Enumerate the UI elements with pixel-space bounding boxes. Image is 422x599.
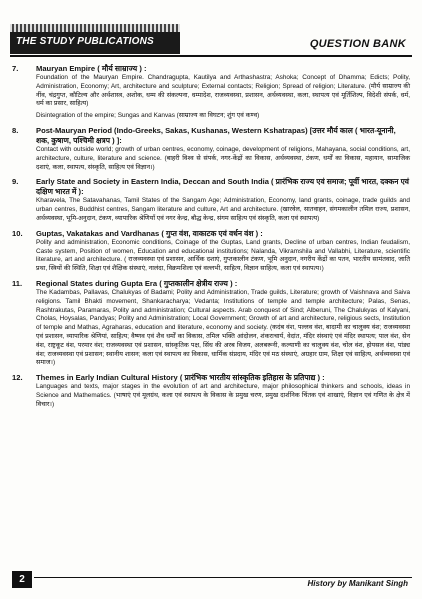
section-title: Post-Mauryan Period (Indo-Greeks, Sakas, Kushanas, Western Kshatrapas) [उत्तर मौर्य काल ( भारत-यूनानी, शक, कुषाण, पश्चिमी क्षत्रप ) ]: bbox=[36, 125, 396, 145]
section-title: Regional States during Gupta Era ( गुप्तकालीन क्षेत्रीय राज्य ) : bbox=[36, 278, 238, 288]
syllabus-section bbox=[12, 126, 410, 172]
section-number: 11. bbox=[12, 278, 23, 288]
footer-rule bbox=[34, 577, 412, 578]
section-paragraph: Foundation of the Mauryan Empire. Chandragupta, Kautilya and Arthashastra; Ashoka; Concept of Dhamma; Edicts; Polity, Administration, Economy; Art, architecture and sculpture; External contacts; Religion; Spread of religion; Literature. (मौर्य साम्राज्य की नींव, चंद्रगुप्त, कौटिल्य और अर्थशास्त्र, अशोक, धम्म की संकल्पना, धम्मादेश, राजव्यवस्था, प्रशासन, अर्थव्यवस्था, कला, स्थापत्य एवं मूर्तिशिल्प, विदेशी संपर्क, धर्म, धर्म का प्रसार, साहित्य) bbox=[36, 74, 410, 108]
banner-stripes bbox=[10, 24, 180, 32]
page-header bbox=[0, 0, 422, 64]
syllabus-section bbox=[12, 177, 410, 223]
page-number: 2 bbox=[12, 571, 32, 588]
section-paragraph: Polity and administration, Economic conditions, Coinage of the Guptas, Land grants, Decline of urban centres, Indian feudalism, Caste system, Position of women, Education and educational institutions; Nalanda, Vikramshila and Vallabhi, Literature, scientific literature, art and architecture. ( राजव्यवस्था एवं प्रशासन, आर्थिक दशाएं, गुप्तकालीन टंकण, भूमि अनुदान, नगरीय केंद्रों का पतन, भारतीय सामंतवाद, जाति प्रथा, स्त्रियों की स्थिति, शिक्षा एवं शैक्षिक संस्थाएं, नालंदा, विक्रमशिला एवं वल्लभी, साहित्य, विज्ञान साहित्य, कला एवं स्थापत्य।) bbox=[36, 238, 410, 273]
section-paragraph: Disintegration of the empire; Sungas and Kanvas (साम्राज्य का विघटन; शुंग एवं कण्व) bbox=[36, 112, 260, 120]
syllabus-section bbox=[12, 64, 410, 121]
syllabus-section bbox=[12, 229, 410, 274]
section-paragraph: Languages and texts, major stages in the evolution of art and architecture, major philosophical thinkers and schools, ideas in Science and Mathematics. (भाषाएं एवं मूलग्रंथ, कला एवं स्थापत्य के विकास के प्रमुख चरण, प्रमुख दार्शनिक चिंतक एवं शाखाएं, विज्ञान एवं गणित के क्षेत्र में विचार।) bbox=[36, 383, 410, 408]
syllabus-list bbox=[12, 64, 410, 415]
section-number: 12. bbox=[12, 373, 23, 383]
syllabus-section bbox=[12, 279, 410, 368]
section-number: 7. bbox=[12, 64, 19, 73]
section-title: Themes in Early Indian Cultural History ( प्रारंभिक भारतीय सांस्कृतिक इतिहास के प्रतिपाद्य ) : bbox=[36, 373, 325, 383]
section-title: Guptas, Vakatakas and Vardhanas ( गुप्त वंश, वाकाटक एवं वर्धन वंश ) : bbox=[36, 228, 263, 238]
section-number: 10. bbox=[12, 228, 23, 238]
section-number: 8. bbox=[12, 125, 19, 135]
section-number: 9. bbox=[12, 177, 19, 187]
section-heading: QUESTION BANK bbox=[309, 38, 406, 50]
syllabus-section bbox=[12, 373, 410, 409]
section-paragraph: Contact with outside world; growth of urban centres, economy, coinage, development of religions, Mahayana, social conditions, art, architecture, culture, literature and science. (बाहरी विश्व से संपर्क, नगर-केंद्रों का विकास, अर्थव्यवस्था, टंकण, धर्मों का विकास, महायान, सामाजिक दशाएं, कला, स्थापत्य, संस्कृति, साहित्य एवं विज्ञान।) bbox=[36, 145, 410, 171]
book-byline: History by Manikant Singh bbox=[307, 579, 408, 588]
page-footer bbox=[0, 568, 422, 599]
section-title: Mauryan Empire ( मौर्य साम्राज्य ) : bbox=[36, 64, 147, 73]
publisher-banner bbox=[10, 24, 180, 54]
header-rule bbox=[10, 55, 412, 57]
section-title: Early State and Society in Eastern India, Deccan and South India ( प्रारंभिक राज्य एवं समाज; पूर्वी भारत, दक्कन एवं दक्षिण भारत में ): bbox=[36, 177, 410, 197]
publisher-name: THE STUDY PUBLICATIONS bbox=[16, 36, 154, 47]
section-paragraph: Kharavela, The Satavahanas, Tamil States of the Sangam Age; Administration, Economy, land grants, coinage, trade guilds and urban centres, Buddhist centres, Sangam literature and culture, Art and architecture. (खारवेल, सातवाहन, संगमकालीन तमिल राज्य, प्रशासन, अर्थव्यवस्था, भूमि-अनुदान, टंकण, व्यापारिक श्रेणियाँ एवं नगर केन्द्र, बौद्ध केन्द्र, संगम साहित्य एवं संस्कृति, कला एवं स्थापत्य) bbox=[36, 197, 410, 222]
section-paragraph: The Kadambas, Pallavas, Chalukyas of Badami; Polity and Administration, Trade guilds, Literature; growth of Vaishnava and Saiva religions. Tamil Bhakti movement, Shankaracharya; Vedanta; Institutions of temple and temple architecture; Palas, Senas, Rashtrakutas, Paramaras, Polity and administration; Cultural aspects. Arab conquest of Sind; Alberuni, The Chalukyas of Kalyani, Cholas, Hoysalas, Pandyas; Polity and Administration; Local Government; Growth of art and architecture, religious sects, Institution of temple and Mathas, Agraharas, education and literature, economy and society. (कदंब वंश, पल्लव वंश, बादामी का चालुक्य वंश; राजव्यवस्था एवं प्रशासन, व्यापारिक श्रेणियां, साहित्य; वैष्णव एवं शैव धर्मों का विकास, तमिल भक्ति आंदोलन, शंकराचार्य, वेदांत, मंदिर संस्थाएं एवं मंदिर स्थापत्य; पाल वंश, सेन वंश, राष्ट्रकूट वंश, परमार वंश; राजव्यवस्था एवं प्रशासन, सांस्कृतिक पक्ष, सिंध की अरब विजय, अलबरूनी, कल्याणी का चालुक्य वंश, चोल वंश, होयसल वंश, पांड्य वंश; राजव्यवस्था एवं प्रशासन; स्थानीय शासन; कला एवं स्थापत्य का विकास, धार्मिक संप्रदाय, मंदिर एवं मठ संस्थाएं, अग्रहार ग्राम, शिक्षा एवं साहित्य, अर्थव्यवस्था एवं समाज।) bbox=[36, 288, 410, 367]
